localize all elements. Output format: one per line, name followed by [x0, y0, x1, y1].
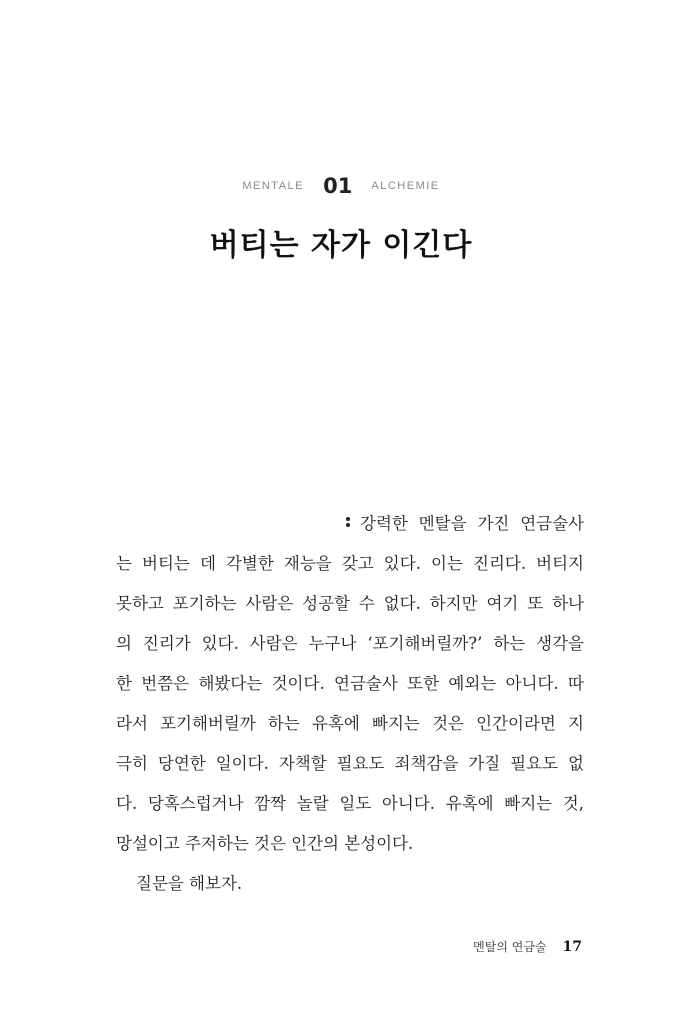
paragraph-two: 질문을 해보자.: [136, 874, 243, 893]
body-line: [116, 504, 584, 544]
body-line: 한 번쯤은 해봤다는 것이다. 연금술사 또한 예외는 아니다. 따: [116, 674, 584, 693]
chapter-number: 01: [323, 174, 353, 198]
chapter-kicker: [0, 174, 682, 198]
body-line: 는 버티는 데 각별한 재능을 갖고 있다. 이는 진리다. 버티지: [116, 554, 584, 573]
body-line: 못하고 포기하는 사람은 성공할 수 없다. 하지만 여기 또 하나: [116, 594, 584, 613]
kicker-left-word: MENTALE: [242, 180, 304, 192]
running-footer-title: 멘탈의 연금술: [473, 940, 547, 954]
colon-mark-icon: [346, 523, 350, 527]
body-line: 라서 포기해버릴까 하는 유혹에 빠지는 것은 인간이라면 지: [116, 714, 584, 733]
body-line: 의 진리가 있다. 사람은 누구나 ‘포기해버릴까?’ 하는 생각을: [116, 634, 584, 653]
body-line: 극히 당연한 일이다. 자책할 필요도 죄책감을 가질 필요도 없: [116, 754, 584, 773]
page-footer: [473, 938, 582, 955]
kicker-right-word: ALCHEMIE: [371, 180, 440, 192]
body-line-text: 강력한 멘탈을 가진 연금술사: [360, 514, 584, 533]
body-text: [116, 504, 584, 904]
body-line: 망설이고 주저하는 것은 인간의 본성이다.: [116, 834, 414, 853]
body-line: 다. 당혹스럽거나 깜짝 놀랄 일도 아니다. 유혹에 빠지는 것,: [116, 794, 584, 813]
chapter-title: 버티는 자가 이긴다: [209, 228, 473, 263]
page-number: 17: [562, 939, 582, 955]
